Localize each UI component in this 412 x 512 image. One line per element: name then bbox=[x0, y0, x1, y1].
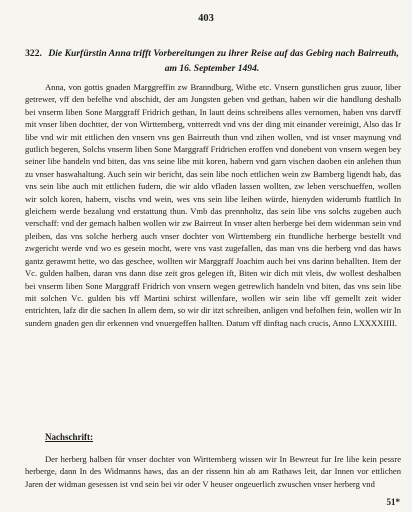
letter-paragraph: Anna, von gottis gnaden Marggreffin zw Branndburg, Witbe etc. Vnsern gunstlichen grus zuuor, liber getrewer, vff den befelhe vnd abschidt, der am Jungsten geben vnd gethan, haben wir die handlung deshalb bei vnserm liben Sone Marggraff Fridrich gethan, In lautt deins schreibens alles vernomen, haben vns darvff mit vnser liben dochtter, der von Wirttemberg, vntterredt vnd vns der ding mit einander vereinigt, Also das Ir libe vnd wir mit ettlichen den vnsern vns gen Bairreuth thun vnd zihen wollen, vnd ist vnser maynung vnd gutlich begeren, Solchs vnserm liben Sone Marggraff Fridrichen eroffen vnd donebent von vnsern wegen bey seiner libe handeln vnd biten, das vns seine libe mit koren, habern vnd garn vischen daoben ein anlehen thun zu vnser haswahaltung. Auch sein wir bericht, das sein libe noch ettlichen wein zw Bamberg ligendt hab, das vns sein libe auch mit ettlichen fudern, die wir aldo vfladen lassen wollten, zw leben verschueffen, wollen wir solch koren, habern, vischs vnd wein, wes vns sein libe leihen würde, hienyden widerumb ftattlich In gleichem werde bezalung vnd erstattung thun. Vmb das prennholtz, das sein libe vns solchs zugeben auch verschaff: vnd der gemach halben wollen wir zw Bairreut In vnser alten herberge bei dem widenman sein vnd pleiben, das vns solche herberg auch vnser dochter von Wirttemberg ein ftundliche herberge bestellt vnd zwgericht werde vnd wo es gesein mocht, were vns vast zugefallen, das man vns die herberg vnd das haws gantz gerawmt hette, wo das geschee, wollten wir Marggraff Joachim auch bei vns darinn behallten. Item der Vc. gulden halben, daran vns dann dise zeit gros gelegen ift, Biten wir dich mit vleis, dw wollest deshalben bei vnserm liben Sone Marggraff Fridrich von vnsern wegen getrewlich handeln vnd biten, das vns sein libe mit solchen Vc. gulden bis vff Martini schirst willenfare, wollen wir sein libe vff gemellt zeit wider entrichten, lafz dir die sachen In allem dem, so wir dir itzt schreiben, anligen vnd befolhen fein, wollen wir In sundern gnaden gen dir erkennen vnd vnuergeffen hallten. Datum vff dinftag nach crucis, Anno LXXXXIIII. bbox=[25, 82, 401, 328]
document-heading bbox=[23, 46, 401, 76]
signature-mark: 51* bbox=[386, 497, 400, 507]
letter-body bbox=[25, 81, 401, 329]
document-number: 322. bbox=[25, 48, 42, 59]
postscript-heading: Nachschrift: bbox=[45, 432, 93, 442]
postscript-body bbox=[25, 453, 401, 490]
postscript-paragraph: Der herberg halben für vnser dochter von Wirttemberg wissen wir In Bewreut fur Ire libe kein pessre herberge, dann In des Widmanns haws, das an der rissenn hin ab am Rathaws leit, dar Innen vor ettlichen Jaren der widman gesessen ist vnd sein bei vir oder V heuser ongeuerlich zwuschen vnser herberg vnd bbox=[25, 454, 401, 489]
document-title: Die Kurfürstin Anna trifft Vorbereitungen zu ihrer Reise auf das Gebirg nach Bairreuth, am 16. September 1494. bbox=[48, 48, 399, 74]
page-number: 403 bbox=[198, 13, 214, 24]
